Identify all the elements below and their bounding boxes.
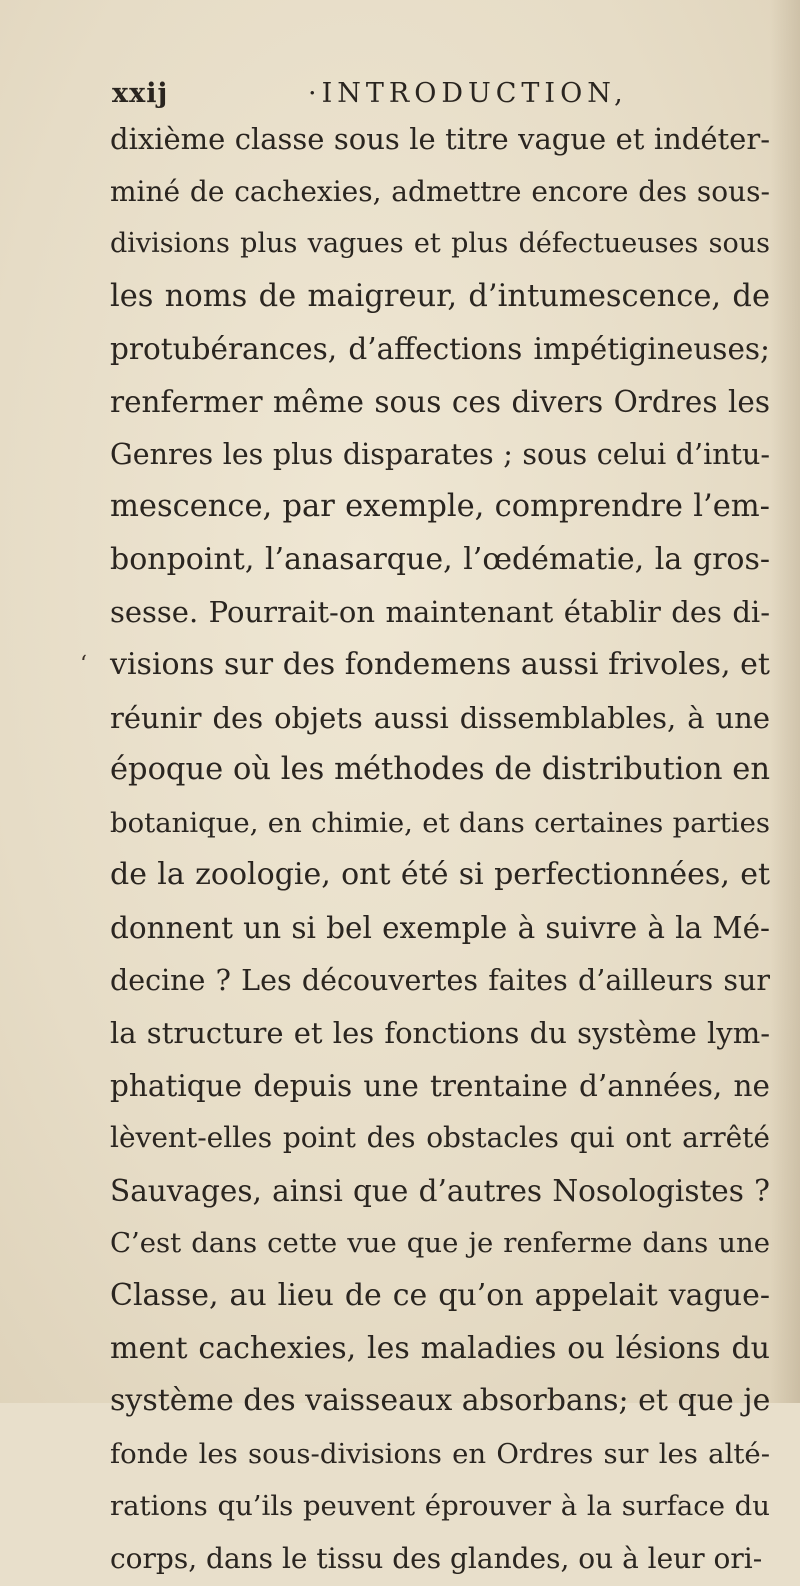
text-line: Genres les plus disparates ; sous celui d’intu-: [110, 437, 770, 471]
text-line: protubérances, d’affections impétigineuses;: [110, 332, 770, 367]
text-line: ment cachexies, les maladies ou lésions du: [110, 1330, 770, 1366]
text-line: lèvent-elles point des obstacles qui ont arrêté: [110, 1121, 770, 1155]
text-line: corps, dans le tissu des glandes, ou à leur ori-: [110, 1542, 763, 1576]
text-line: la structure et les fonctions du système lym-: [110, 1016, 770, 1051]
text-line: de la zoologie, ont été si perfectionnées, et: [110, 857, 770, 893]
page-header: [112, 78, 772, 118]
body-text: [110, 113, 770, 1586]
text-line: sesse. Pourrait-on maintenant établir des di-: [110, 595, 770, 630]
text-line: Sauvages, ainsi que d’autres Nosologistes ?: [110, 1173, 770, 1208]
text-line: renfermer même sous ces divers Ordres les: [110, 384, 770, 419]
text-line: mescence, par exemple, comprendre l’em-: [110, 489, 770, 525]
text-line: C’est dans cette vue que je renferme dans une: [110, 1227, 770, 1260]
text-line: phatique depuis une trentaine d’années, ne: [110, 1068, 770, 1103]
page-number: xxij: [112, 78, 169, 109]
text-line: divisions plus vagues et plus défectueuses sous: [110, 228, 770, 260]
text-line: decine ? Les découvertes faites d’ailleurs sur: [110, 963, 770, 997]
text-line: réunir des objets aussi dissemblables, à une: [110, 700, 770, 735]
text-line: bonpoint, l’anasarque, l’œdématie, la gros-: [110, 541, 770, 577]
margin-mark: ‘: [80, 652, 87, 677]
text-line: dixième classe sous le titre vague et indéter-: [110, 122, 770, 156]
text-line: fonde les sous-divisions en Ordres sur les alté-: [110, 1437, 770, 1470]
page-edge-shadow: [770, 0, 800, 1403]
text-line: les noms de maigreur, d’intumescence, de: [110, 278, 770, 314]
text-line: Classe, au lieu de ce qu’on appelait vague-: [110, 1278, 770, 1314]
text-line: visions sur des fondemens aussi frivoles, et: [110, 646, 770, 682]
text-line: donnent un si bel exemple à suivre à la Mé-: [110, 910, 770, 945]
text-line: miné de cachexies, admettre encore des sous-: [110, 174, 770, 208]
text-line: rations qu’ils peuvent éprouver à la surface du: [110, 1490, 770, 1523]
text-line: botanique, en chimie, et dans certaines parties: [110, 806, 770, 839]
text-line: système des vaisseaux absorbans; et que je: [110, 1383, 771, 1419]
running-head: ·INTRODUCTION,: [308, 78, 628, 109]
text-line: époque où les méthodes de distribution en: [110, 752, 770, 788]
